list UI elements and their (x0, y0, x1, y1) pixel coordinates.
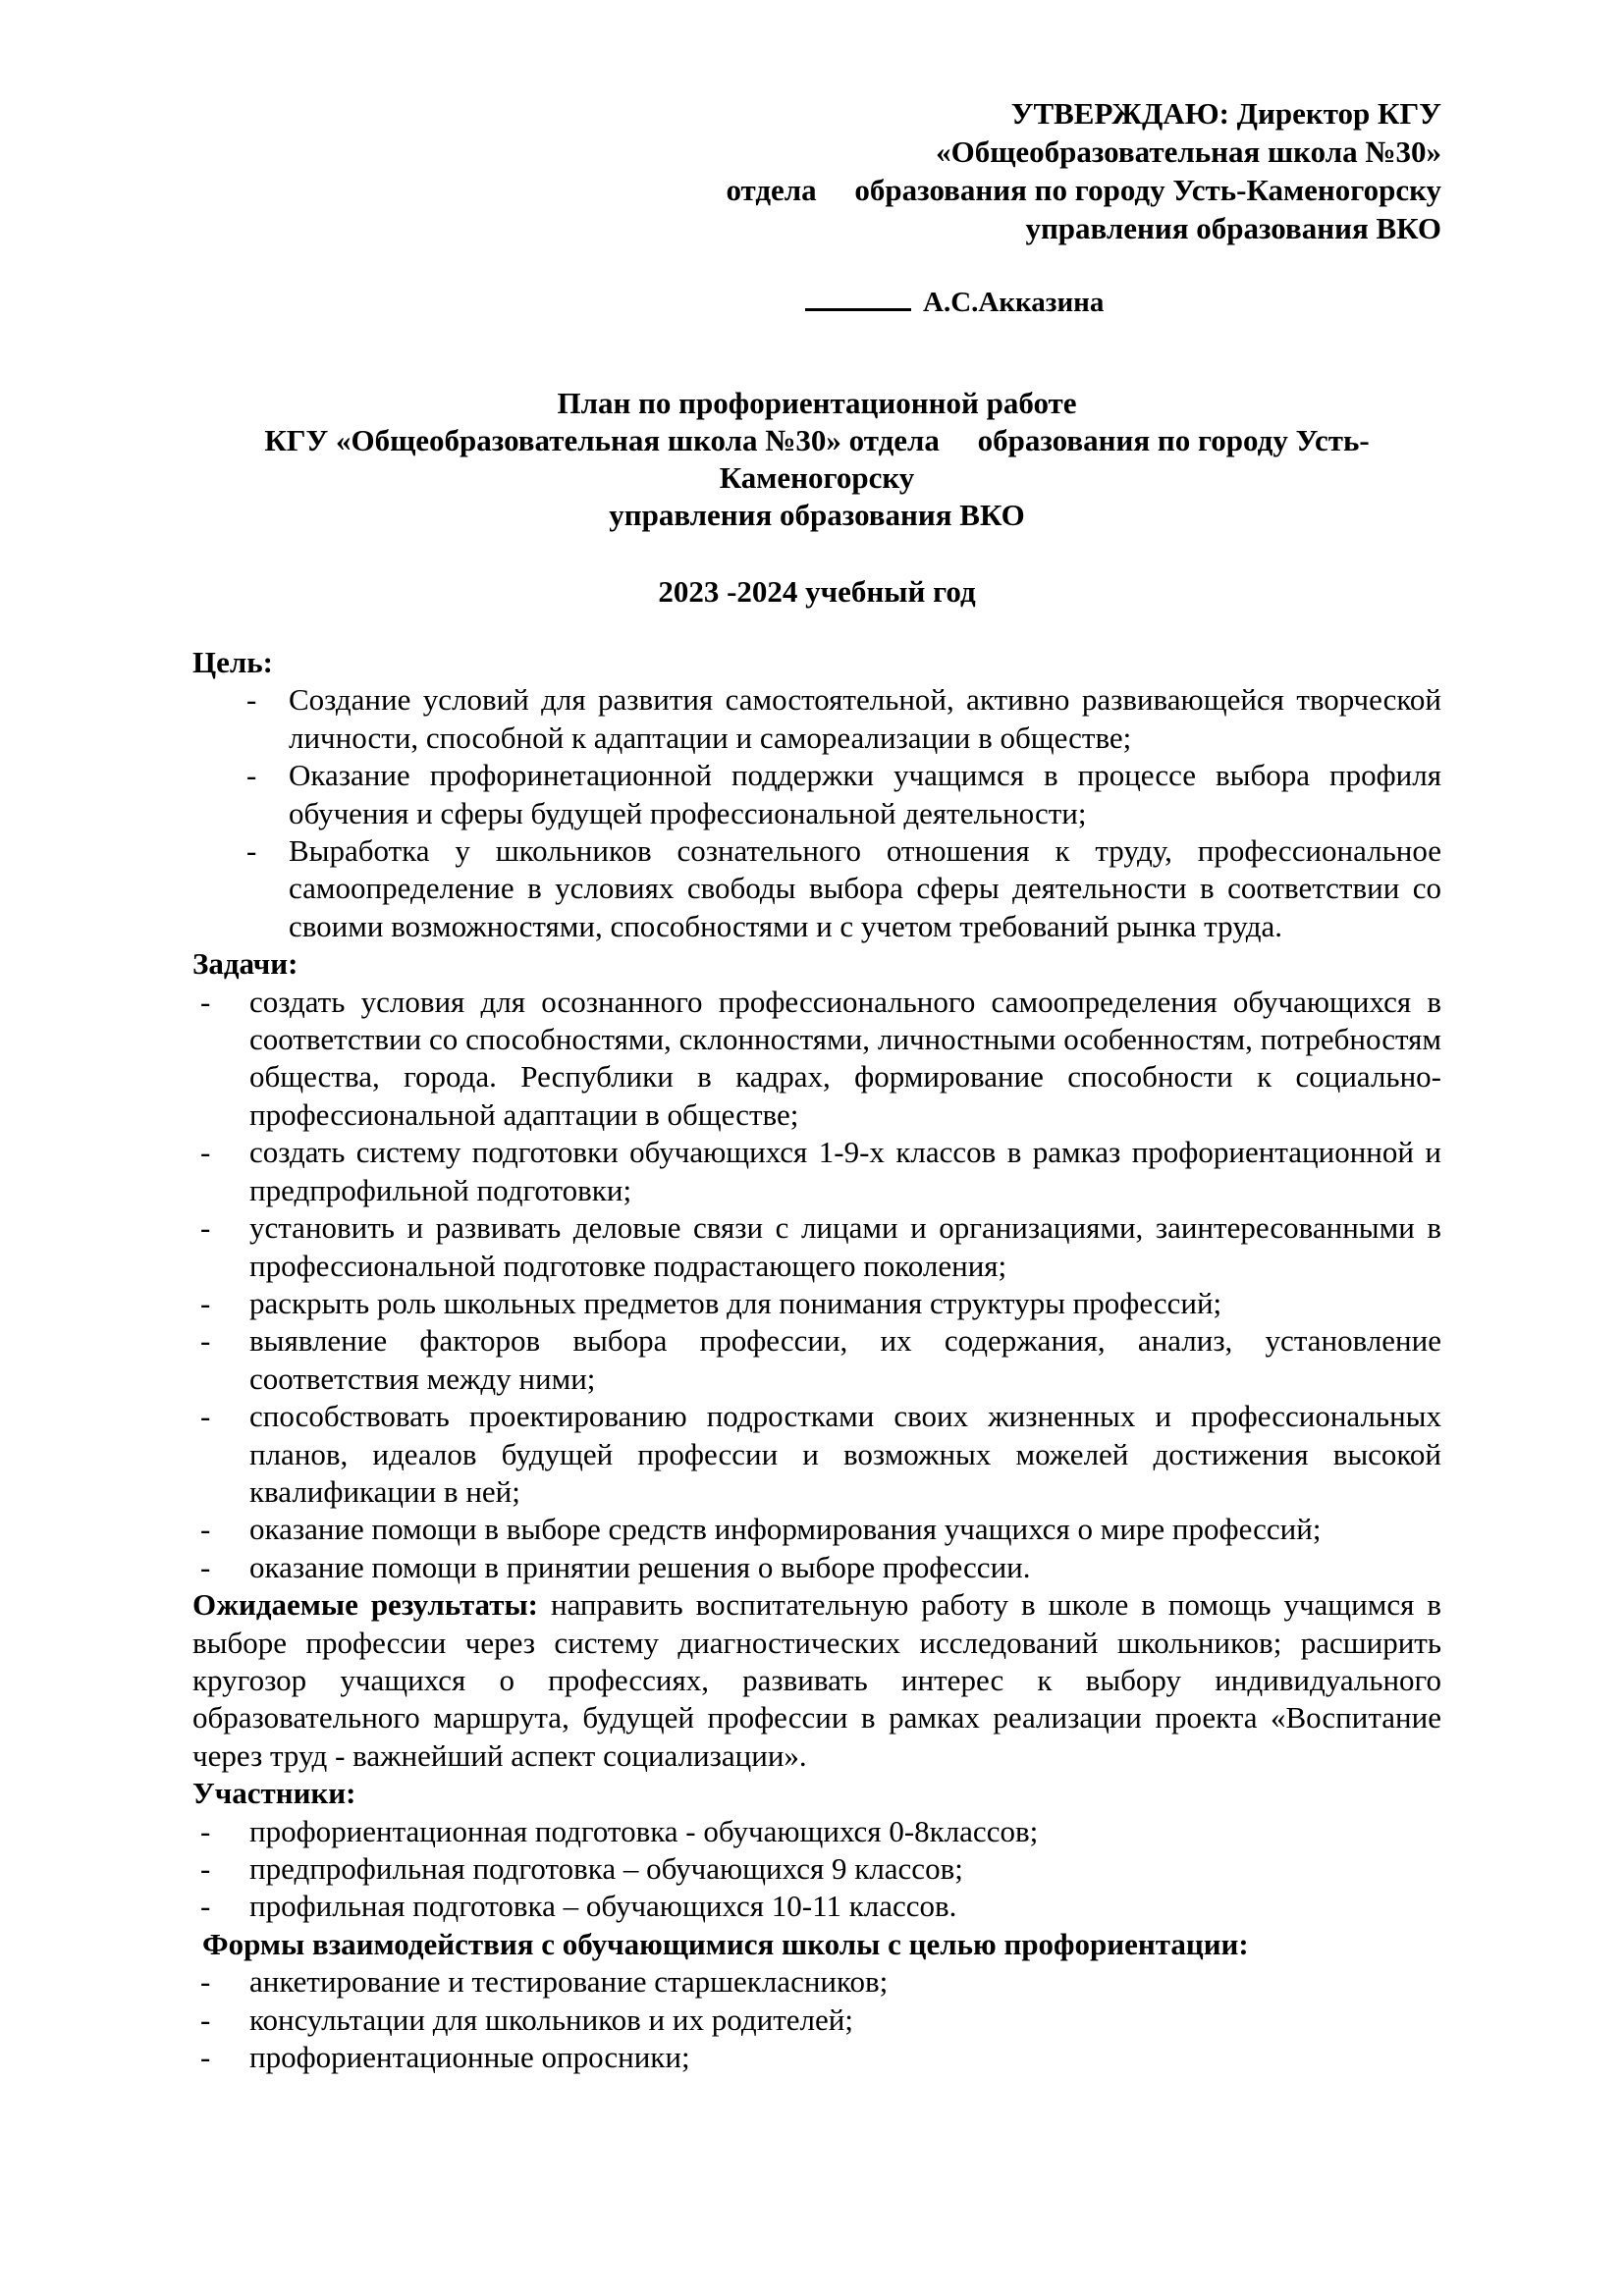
expected-results-text: направить воспитательную работу в школе в помощь учащимся в выборе профессии через систему диагностических исследований школьников; расширить кругозор учащихся о профессиях, развивать интерес к выбору индивидуального образовательного маршрута, будущей профессии в рамках реализации проекта «Воспитание через труд - важнейший аспект социализации». (192, 1587, 1441, 1773)
goal-list (192, 681, 1441, 945)
goal-item: - Оказание профоринетационной поддержки учащимся в процессе выбора профиля обучения и сферы будущей профессиональной деятельности; (192, 757, 1441, 832)
title-line: Каменогорску (719, 460, 915, 495)
form-item: - анкетирование и тестирование старшекласников; (192, 1963, 1441, 2001)
task-item: - выявление факторов выбора профессии, их содержания, анализ, установление соответствия между ними; (192, 1322, 1441, 1398)
document-body (192, 644, 1441, 2076)
goal-item: - Выработка у школьников сознательного отношения к труду, профессиональное самоопределение в условиях свободы выбора сферы деятельности в соответствии со своими возможностями, способностями и с учетом требований рынка труда. (192, 832, 1441, 945)
goal-item: - Создание условий для развития самостоятельной, активно развивающейся творческой личности, способной к адаптации и самореализации в обществе; (192, 681, 1441, 757)
participants-list (192, 1813, 1441, 1926)
title-line: План по профориентационной работе (557, 386, 1077, 420)
signature-line (805, 283, 1296, 320)
participants-heading: Участники: (192, 1776, 356, 1811)
task-item: - оказание помощи в принятии решения о выборе профессии. (192, 1549, 1441, 1586)
expected-results (192, 1586, 1441, 1775)
title-line: КГУ «Общеобразовательная школа №30» отдела образования по городу Усть- (264, 423, 1370, 457)
task-item: - оказание помощи в выборе средств информирования учащихся о мире профессий; (192, 1511, 1441, 1548)
expected-results-label: Ожидаемые результаты: (192, 1587, 539, 1623)
task-item: - создать систему подготовки обучающихся 1-9-х классов в рамказ профориентационной и предпрофильной подготовки; (192, 1134, 1441, 1209)
form-item: - консультации для школьников и их родителей; (192, 2002, 1441, 2039)
approval-line: «Общеобразовательная школа №30» (936, 134, 1441, 169)
approval-line: УТВЕРЖДАЮ: Директор КГУ (1010, 96, 1441, 131)
approval-line: управления образования ВКО (1025, 211, 1441, 245)
participant-item: - предпрофильная подготовка – обучающихся 9 классов; (192, 1850, 1441, 1888)
forms-heading: Формы взаимодействия с обучающимися школы с целью профориентации: (202, 1926, 1249, 1961)
forms-list (192, 1963, 1441, 2076)
participant-item: - профориентационная подготовка - обучающихся 0-8классов; (192, 1813, 1441, 1850)
task-item: - установить и развивать деловые связи с лицами и организациями, заинтересованными в профессиональной подготовке подрастающего поколения; (192, 1209, 1441, 1285)
tasks-list (192, 984, 1441, 1587)
document-title (192, 385, 1441, 534)
participant-item: - профильная подготовка – обучающихся 10-11 классов. (192, 1888, 1441, 1925)
approval-line: отдела образования по городу Усть-Каменогорску (726, 173, 1441, 207)
signature-name: А.С.Акказина (923, 287, 1105, 318)
form-item: - профориентационные опросники; (192, 2039, 1441, 2076)
approval-block (589, 94, 1441, 247)
task-item: - способствовать проектированию подростками своих жизненных и профессиональных планов, идеалов будущей профессии и возможных можелей достижения высокой квалификации в ней; (192, 1398, 1441, 1511)
tasks-heading: Задачи: (192, 946, 298, 982)
task-item: - создать условия для осознанного профессионального самоопределения обучающихся в соответствии со способностями, склонностями, личностными особенностям, потребностям общества, города. Республики в кадрах, формирование способности к социально-профессиональной адаптации в обществе; (192, 984, 1441, 1135)
title-line: управления образования ВКО (609, 498, 1025, 532)
goal-heading: Цель: (192, 645, 273, 679)
task-item: - раскрыть роль школьных предметов для понимания структуры профессий; (192, 1285, 1441, 1322)
signature-blank (805, 283, 911, 311)
academic-year: 2023 -2024 учебный год (658, 574, 976, 609)
